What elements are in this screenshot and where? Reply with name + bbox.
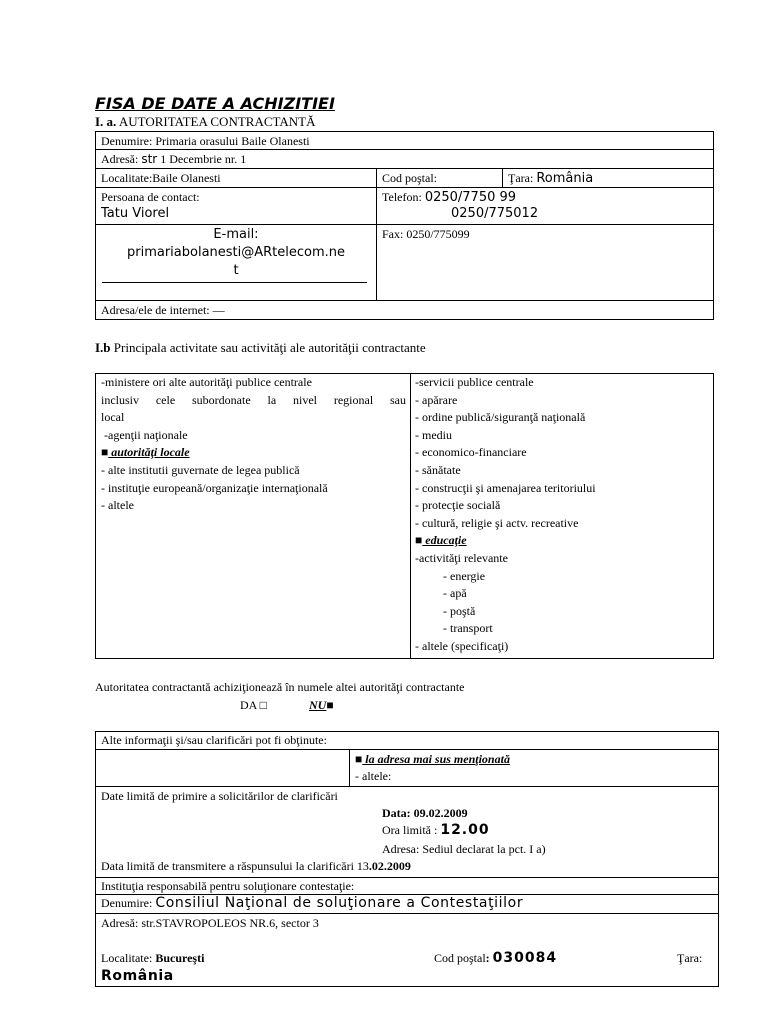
appeals-institution-name: Denumire: Consiliul Naţional de soluţionare a Contestaţiilor (101, 895, 524, 911)
other-info-label: Alte informaţii şi/sau clarificări pot fi obţinute: (101, 733, 327, 747)
activity-item: - ordine publică/siguranţă naţională (415, 410, 586, 425)
option-da: DA □ (240, 698, 267, 712)
activity-item: - sănătate (415, 462, 461, 477)
email-value-cont: t (233, 263, 239, 278)
internet-address: Adresa/ele de internet: — (101, 303, 225, 317)
appeals-institution-address: Adresă: str.STAVROPOLEOS NR.6, sector 3 (101, 916, 319, 930)
phone-1: Telefon: 0250/7750 99 (382, 190, 517, 205)
activity-item: - cultură, religie şi actv. recreative (415, 515, 579, 530)
contact-person-value: Tatu Viorel (101, 206, 170, 221)
activity-right-column (415, 374, 710, 656)
activity-item: local (101, 410, 125, 425)
authority-country: Ţara: România (508, 171, 594, 186)
fax: Fax: 0250/775099 (382, 227, 470, 241)
at-address-option: ■ la adresa mai sus menţionată (355, 752, 510, 766)
email-label: E-mail: (213, 227, 259, 242)
activity-item: - altele (specificaţi) (415, 638, 509, 653)
option-nu-selected: NU■ (309, 698, 334, 712)
activity-item: - protecţie socială (415, 498, 501, 513)
activity-item: - instituţie europeană/organizaţie internaţională (101, 480, 328, 495)
activity-subitem: - poştă (443, 603, 476, 618)
appeals-institution-label: Instituţia responsabilă pentru soluţionare contestaţie: (101, 879, 355, 893)
activity-item: - altele (101, 498, 134, 513)
authority-address: Adresă: str 1 Decembrie nr. 1 (101, 152, 247, 166)
activity-item: - mediu (415, 427, 452, 442)
section-1b-heading (95, 340, 426, 356)
email-value: primariabolanesti@ARtelecom.ne (126, 245, 346, 260)
page-title: FISA DE DATE A ACHIZITIEI (95, 94, 335, 113)
activity-item: -servicii publice centrale (415, 375, 534, 389)
activity-item: inclusiv cele subordonate la nivel regional sau (101, 392, 406, 407)
section-1a-title: AUTORITATEA CONTRACTANTĂ (118, 114, 316, 129)
activity-item: -ministere ori alte autorităţi publice centrale (101, 375, 312, 389)
deadline-time: Ora limită : 12.00 (382, 822, 490, 838)
activity-subitem: - transport (443, 621, 493, 636)
authority-locality: Localitate:Baile Olanesti (101, 171, 221, 185)
activity-item: -agenţii naţionale (101, 427, 188, 442)
other-option: - altele: (355, 769, 392, 783)
section-1b-title: Principala activitate sau activităţi ale autorităţii contractante (110, 340, 426, 355)
activity-item: - economico-financiare (415, 445, 527, 460)
phone-2: 0250/775012 (451, 206, 539, 221)
authority-postal-code: Cod poştal: (382, 171, 438, 185)
activity-item: - apărare (415, 392, 458, 407)
on-behalf-question: Autoritatea contractantă achiziţionează în numele altei autorităţi contractante (95, 680, 465, 694)
section-1a-heading (95, 114, 316, 130)
activity-item: -activităţi relevante (415, 550, 508, 565)
contact-person-label: Persoana de contact: (101, 190, 200, 204)
activity-subitem: - apă (443, 586, 467, 601)
section-1a-number: I. a. (95, 114, 117, 129)
appeals-locality: Localitate: Bucureşti (101, 951, 205, 965)
appeals-country-value: România (101, 968, 174, 984)
activity-item: - alte institutii guvernate de legea publică (101, 462, 300, 477)
response-deadline: Data limită de transmitere a răspunsului la clarificări 13.02.2009 (101, 859, 411, 873)
activity-item-selected: ■ autorităţi locale (101, 445, 190, 460)
authority-name: Denumire: Primaria orasului Baile Olanesti (101, 134, 310, 148)
deadline-address: Adresa: Sediul declarat la pct. I a) (382, 842, 546, 856)
activity-subitem: - energie (443, 568, 486, 583)
deadline-date: Data: 09.02.2009 (382, 806, 468, 820)
appeals-country-label: Ţara: (677, 951, 703, 965)
activity-left-column (101, 374, 406, 515)
activity-item-selected: ■ educaţie (415, 533, 467, 548)
section-1b-number: I.b (95, 340, 111, 355)
appeals-postal-code: Cod poştal: 030084 (434, 950, 558, 966)
deadline-label: Date limită de primire a solicitărilor de clarificări (101, 789, 338, 803)
activity-item: - construcţii şi amenajarea teritoriului (415, 480, 596, 495)
